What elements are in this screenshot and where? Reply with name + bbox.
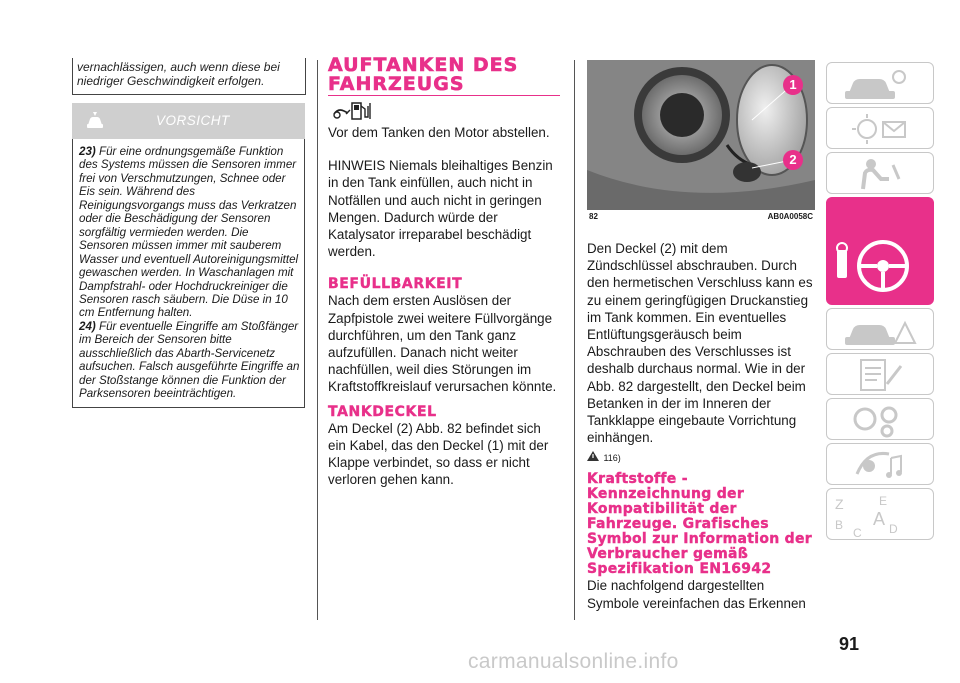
figure-number: 82 — [589, 212, 598, 221]
page-number: 91 — [839, 634, 860, 654]
warning-title: VORSICHT — [156, 113, 230, 128]
car-info-icon — [827, 63, 935, 105]
svg-text:C: C — [853, 526, 862, 540]
warning-car-icon — [827, 309, 935, 351]
svg-text:Z: Z — [835, 496, 844, 512]
warning-body — [72, 139, 305, 408]
paragraph-engine-off: Vor dem Tanken den Motor abstellen. — [328, 125, 550, 140]
car-warning-icon — [84, 110, 106, 132]
fuel-pump-key-icon — [332, 100, 374, 122]
warning-header — [72, 103, 305, 139]
svg-text:D: D — [889, 522, 898, 536]
tab-car-info[interactable] — [826, 62, 934, 104]
paragraph-deckel: Den Deckel (2) mit dem Zündschlüssel abschrauben. Durch den hermetischen Verschluss kann es zu einem geringfügigen Druckanstieg im Tank kommen. Ein eventuelles Entlüftungsgeräusch beim Abschrauben des Verschlusses ist deshalb durchaus normal. Wie in der Abb. 82 dargestellt, den Deckel beim Betanken in der im Inneren der Tankklappe eingebaute Vorrichtung einhängen. — [587, 241, 813, 446]
warning-triangle-icon — [587, 451, 599, 461]
column-divider — [317, 60, 318, 620]
subheading-tankdeckel: TANKDECKEL — [328, 403, 437, 420]
subheading-kraftstoffe: Kraftstoffe - Kennzeichnung der Kompatibilität der Fahrzeuge. Grafisches Symbol zur Information der Verbraucher gemäß Spezifikation EN16942 — [587, 471, 812, 578]
fuel-cap-photo — [587, 60, 815, 210]
paragraph-hinweis: HINWEIS Niemals bleihaltiges Benzin in den Tank einfüllen, auch nicht in Notfällen und auch nicht in geringen Mengen. Dadurch würde der Katalysator irreparabel beschädigt werden. — [328, 158, 553, 260]
column-3-body — [587, 240, 815, 612]
alphabet-index-icon — [827, 489, 935, 541]
tab-warning[interactable] — [826, 308, 934, 350]
warning-text: Für eine ordnungsgemäße Funktion des Systems müssen die Sensoren immer frei von Verschmutzungen, Schnee oder Eis sein. Während des Reinigungsvorgangs muss das Verkratzen oder die Beschädigung der Sensoren sorgfältig vermieden werden. Die Sensoren müssen immer mit sauberem Wasser und eventuell Autoreinigungsmittel gewaschen werden. In Waschanlagen mit Dampfstrahl- oder Hochdruckreiniger die Sensoren rasch säubern. Die Düse in 10 cm Entfernung halten. — [79, 145, 299, 320]
warning-reference — [587, 448, 815, 466]
tab-seat-airbag[interactable] — [826, 152, 934, 194]
tab-multimedia[interactable] — [826, 443, 934, 485]
paragraph-befuellbarkeit: Nach dem ersten Auslösen der Zapfpistole zwei weitere Füllvorgänge durchführen, um den Tank ganz aufzufüllen. Danach nicht weiter nachfüllen, weil dies Störungen im Kraftstoffkreislauf verursachen könnte. — [328, 293, 557, 395]
callout-1: 1 — [783, 75, 803, 95]
svg-text:A: A — [873, 509, 886, 529]
tab-index[interactable] — [826, 488, 934, 540]
column-2-body — [328, 124, 560, 488]
tab-technical-data[interactable] — [826, 398, 934, 440]
callout-2: 2 — [783, 150, 803, 170]
key-steering-wheel-icon — [827, 198, 935, 306]
lights-message-icon — [827, 108, 935, 150]
title-rule — [328, 95, 560, 96]
paragraph-tankdeckel: Am Deckel (2) Abb. 82 befindet sich ein Kabel, das den Deckel (1) mit der Klappe verbindet, so dass er nicht verloren gehen kann. — [328, 420, 549, 488]
section-title: AUFTANKEN DES FAHRZEUGS — [328, 54, 519, 95]
subheading-befuellbarkeit: BEFÜLLBARKEIT — [328, 276, 463, 293]
warning-text: Für eventuelle Eingriffe am Stoßfänger im Bereich der Sensoren bitte ausschließlich das Abarth-Servicenetz aufsuchen. Falsch ausgeführte Eingriffe an der Stoßstange können die Funktion der Parksensoren beeinträchtigen. — [79, 319, 300, 401]
tab-key-steering[interactable] — [826, 197, 934, 305]
seat-airbag-icon — [827, 153, 935, 195]
fuel-cap-illustration — [587, 60, 815, 210]
intro-text: vernachlässigen, auch wenn diese bei niedriger Geschwindigkeit erfolgen. — [77, 60, 280, 88]
svg-text:E: E — [879, 494, 888, 508]
warning-item-23 — [79, 145, 300, 320]
warning-number: 24) — [79, 319, 96, 333]
watermark: carmanualsonline.info — [468, 650, 679, 673]
warning-ref-number: 116) — [603, 453, 621, 464]
warning-number: 23) — [79, 145, 96, 158]
intro-box — [72, 58, 306, 95]
paragraph-symbole: Die nachfolgend dargestellten Symbole vereinfachen das Erkennen — [587, 578, 806, 611]
maintenance-list-icon — [827, 354, 935, 396]
svg-text:B: B — [835, 518, 844, 532]
column-divider — [574, 60, 575, 620]
gears-data-icon — [827, 399, 935, 441]
figure-code: AB0A0058C — [767, 212, 813, 221]
media-music-icon — [827, 444, 935, 486]
warning-item-24 — [79, 320, 300, 401]
tab-lights-messages[interactable] — [826, 107, 934, 149]
tab-maintenance[interactable] — [826, 353, 934, 395]
